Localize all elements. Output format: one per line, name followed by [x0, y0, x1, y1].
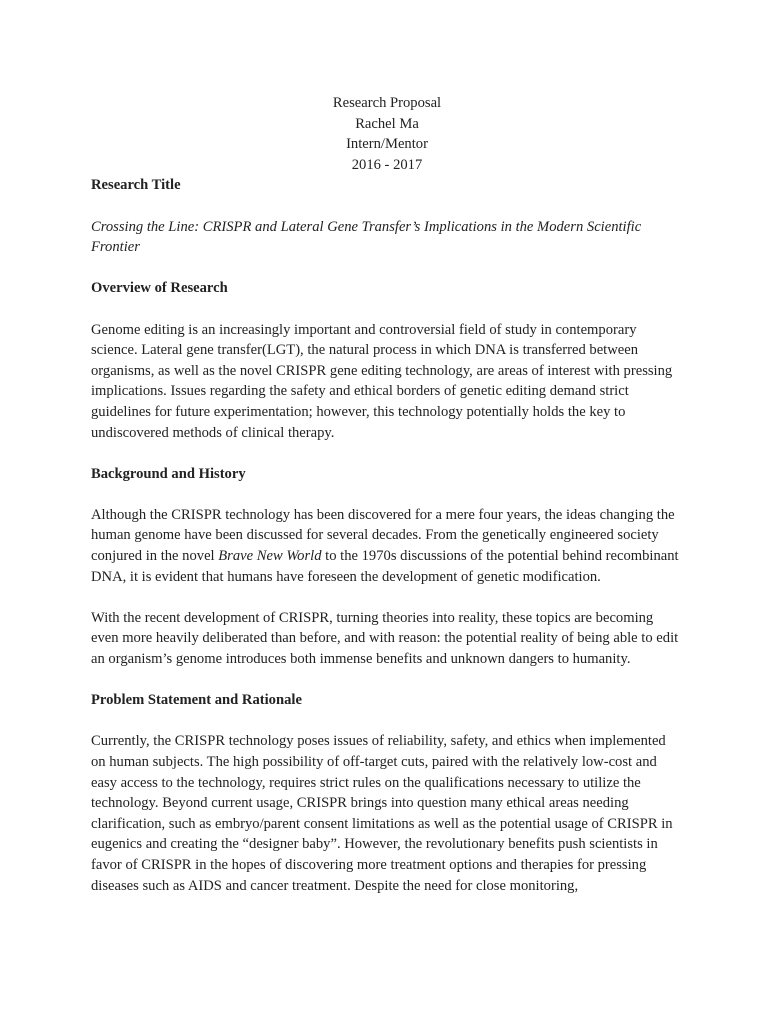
background-paragraph-1: [91, 505, 683, 587]
overview-paragraph: Genome editing is an increasingly important and controversial field of study in contemporary science. Lateral gene transfer(LGT), the natural process in which DNA is transferred between organisms, as well as the novel CRISPR gene editing technology, are areas of interest with pressing implications. Issues regarding the safety and ethical borders of genetic editing demand strict guidelines for future experimentation; however, this technology potentially holds the key to undiscovered methods of clinical therapy.: [91, 321, 673, 441]
spacer: [91, 587, 683, 608]
problem-heading: Problem Statement and Rationale: [91, 692, 302, 709]
spacer: [91, 258, 683, 279]
document-header: [91, 93, 683, 175]
research-title-italic: Crossing the Line: CRISPR and Lateral Gene Transfer’s Implications in the Modern Scientific Frontier: [91, 218, 642, 256]
background-heading: Background and History: [91, 465, 246, 482]
spacer: [91, 299, 683, 320]
spacer: [91, 484, 683, 505]
book-title: Brave New World: [218, 548, 322, 565]
spacer: [91, 670, 683, 691]
background-p1-text-b: to the 1970s discussions of the potential behind recombinant DNA, it is evident that humans have foreseen the development of genetic modification.: [91, 548, 679, 585]
spacer: [91, 711, 683, 732]
background-p1-text-a: Although the CRISPR technology has been discovered for a mere four years, the ideas changing the human genome have been discussed for several decades. From the genetically engineered society conjured in the novel: [91, 506, 675, 565]
program-name: Intern/Mentor: [346, 136, 428, 153]
spacer: [91, 443, 683, 464]
document-page: [91, 93, 683, 896]
document-type: Research Proposal: [332, 95, 442, 111]
research-title-heading: Research Title: [91, 177, 181, 194]
overview-heading: Overview of Research: [91, 280, 228, 297]
background-paragraph-2: With the recent development of CRISPR, turning theories into reality, these topics are becoming even more heavily deliberated than before, and with reason: the potential reality of being able to edit an organism’s genome introduces both immense benefits and unknown dangers to humanity.: [91, 609, 679, 668]
spacer: [91, 196, 683, 217]
academic-year: 2016 - 2017: [351, 156, 423, 173]
research-title-text: [91, 217, 683, 258]
author-name: Rachel Ma: [355, 115, 419, 132]
problem-paragraph: Currently, the CRISPR technology poses issues of reliability, safety, and ethics when implemented on human subjects. The high possibility of off-target cuts, paired with the relatively low-cost and easy access to the technology, requires strict rules on the qualifications necessary to utilize the technology. Beyond current usage, CRISPR brings into question many ethical areas needing clarification, such as embryo/parent consent limitations as well as the potential usage of CRISPR in eugenics and creating the “designer baby”. However, the revolutionary benefits push scientists in favor of CRISPR in the hopes of discovering more treatment options and therapies for pressing diseases such as AIDS and cancer treatment. Despite the need for close monitoring,: [91, 733, 673, 894]
